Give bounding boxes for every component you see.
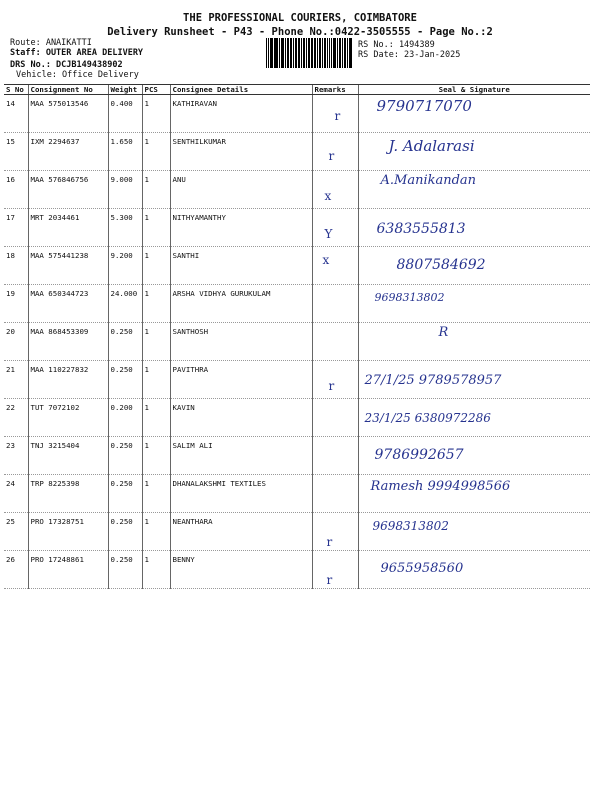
consignee-name: NITHYAMANTHY xyxy=(170,209,312,247)
column-header: PCS xyxy=(142,85,170,95)
table-row xyxy=(4,551,590,589)
handwritten-signature: Ramesh 9994998566 xyxy=(370,479,511,494)
remarks-cell xyxy=(312,209,358,247)
handwritten-signature: 9655958560 xyxy=(380,561,464,576)
consignee-name: DHANALAKSHMI TEXTILES xyxy=(170,475,312,513)
consignee-name: SANTHOSH xyxy=(170,323,312,361)
handwritten-remark: x xyxy=(322,253,330,267)
consignee-name: ANU xyxy=(170,171,312,209)
barcode-bar xyxy=(309,38,310,68)
signature-cell xyxy=(358,475,590,513)
weight-value: 24.000 xyxy=(108,285,142,323)
serial-number: 24 xyxy=(4,475,28,513)
column-header: Consignee Details xyxy=(170,85,312,95)
column-header: Seal & Signature xyxy=(358,85,590,95)
handwritten-remark: r xyxy=(326,573,333,587)
handwritten-signature: 9698313802 xyxy=(374,291,445,304)
signature-cell xyxy=(358,209,590,247)
column-header: Weight xyxy=(108,85,142,95)
consignee-name: KATHIRAVAN xyxy=(170,95,312,133)
signature-cell xyxy=(358,399,590,437)
handwritten-signature: 27/1/25 9789578957 xyxy=(364,373,502,388)
pieces-count: 1 xyxy=(142,171,170,209)
signature-cell xyxy=(358,133,590,171)
weight-value: 1.650 xyxy=(108,133,142,171)
remarks-cell xyxy=(312,247,358,285)
consignment-number: MAA 576846756 xyxy=(28,171,108,209)
serial-number: 17 xyxy=(4,209,28,247)
weight-value: 0.250 xyxy=(108,551,142,589)
pieces-count: 1 xyxy=(142,475,170,513)
serial-number: 23 xyxy=(4,437,28,475)
consignee-name: BENNY xyxy=(170,551,312,589)
handwritten-signature: J. Adalarasi xyxy=(388,137,475,155)
consignment-number: MAA 575013546 xyxy=(28,95,108,133)
drs-number: DRS No.: DCJB149438902 xyxy=(10,60,123,70)
table-row xyxy=(4,95,590,133)
pieces-count: 1 xyxy=(142,285,170,323)
handwritten-remark: Y xyxy=(324,227,333,241)
handwritten-remark: r xyxy=(334,109,341,123)
pieces-count: 1 xyxy=(142,361,170,399)
table-row xyxy=(4,209,590,247)
pieces-count: 1 xyxy=(142,399,170,437)
weight-value: 0.250 xyxy=(108,513,142,551)
handwritten-signature: A.Manikandan xyxy=(380,173,477,188)
handwritten-signature: 6383555813 xyxy=(376,221,466,237)
column-header: S No xyxy=(4,85,28,95)
serial-number: 25 xyxy=(4,513,28,551)
remarks-cell xyxy=(312,475,358,513)
handwritten-remark: r xyxy=(328,149,335,163)
barcode-bar xyxy=(331,38,332,68)
weight-value: 0.400 xyxy=(108,95,142,133)
company-title: THE PROFESSIONAL COURIERS, COIMBATORE xyxy=(183,12,417,24)
handwritten-signature: 9786992657 xyxy=(374,447,464,463)
staff-label: Staff: OUTER AREA DELIVERY xyxy=(10,48,144,58)
serial-number: 20 xyxy=(4,323,28,361)
remarks-cell xyxy=(312,285,358,323)
remarks-cell xyxy=(312,133,358,171)
signature-cell xyxy=(358,247,590,285)
handwritten-remark: r xyxy=(326,535,333,549)
route-label: Route: ANAIKATTI xyxy=(10,38,92,48)
barcode-bar xyxy=(315,38,316,68)
consignee-name: ARSHA VIDHYA GURUKULAM xyxy=(170,285,312,323)
barcode-bar xyxy=(276,38,278,68)
barcode-bar xyxy=(271,38,272,68)
signature-cell xyxy=(358,437,590,475)
pieces-count: 1 xyxy=(142,133,170,171)
table-row xyxy=(4,513,590,551)
remarks-cell xyxy=(312,551,358,589)
serial-number: 15 xyxy=(4,133,28,171)
signature-cell xyxy=(358,285,590,323)
pieces-count: 1 xyxy=(142,95,170,133)
remarks-cell xyxy=(312,399,358,437)
consignment-number: PRO 17248861 xyxy=(28,551,108,589)
pieces-count: 1 xyxy=(142,437,170,475)
barcode-bar xyxy=(347,38,348,68)
consignment-number: MAA 868453309 xyxy=(28,323,108,361)
pieces-count: 1 xyxy=(142,551,170,589)
handwritten-signature: 23/1/25 6380972286 xyxy=(364,411,491,425)
consignment-number: MAA 110227832 xyxy=(28,361,108,399)
handwritten-signature: R xyxy=(438,325,449,340)
weight-value: 5.300 xyxy=(108,209,142,247)
table-row xyxy=(4,133,590,171)
runsheet-table xyxy=(4,84,590,589)
weight-value: 0.250 xyxy=(108,323,142,361)
table-row xyxy=(4,437,590,475)
barcode-bar xyxy=(337,38,338,68)
serial-number: 18 xyxy=(4,247,28,285)
rs-date: RS Date: 23-Jan-2025 xyxy=(358,50,461,60)
vehicle-label: Vehicle: Office Delivery xyxy=(16,70,139,80)
table-header-row xyxy=(4,85,590,95)
serial-number: 16 xyxy=(4,171,28,209)
table-row xyxy=(4,361,590,399)
barcode-bar xyxy=(288,38,289,68)
consignee-name: SANTHI xyxy=(170,247,312,285)
weight-value: 9.000 xyxy=(108,171,142,209)
consignment-number: MRT 2034461 xyxy=(28,209,108,247)
serial-number: 22 xyxy=(4,399,28,437)
signature-cell xyxy=(358,551,590,589)
consignment-number: MAA 650344723 xyxy=(28,285,108,323)
table-row xyxy=(4,285,590,323)
consignment-number: TUT 7072102 xyxy=(28,399,108,437)
consignee-name: SENTHILKUMAR xyxy=(170,133,312,171)
signature-cell xyxy=(358,171,590,209)
barcode-bar xyxy=(304,38,305,68)
remarks-cell xyxy=(312,171,358,209)
table-row xyxy=(4,171,590,209)
table-row xyxy=(4,247,590,285)
barcode-bar xyxy=(342,38,343,68)
barcode-bar xyxy=(293,38,294,68)
remarks-cell xyxy=(312,361,358,399)
weight-value: 0.250 xyxy=(108,475,142,513)
handwritten-signature: 9698313802 xyxy=(372,519,449,533)
consignment-number: IXM 2294637 xyxy=(28,133,108,171)
barcode-bar xyxy=(299,38,300,68)
signature-cell xyxy=(358,361,590,399)
column-header: Remarks xyxy=(312,85,358,95)
remarks-cell xyxy=(312,95,358,133)
serial-number: 14 xyxy=(4,95,28,133)
table-row xyxy=(4,475,590,513)
pieces-count: 1 xyxy=(142,323,170,361)
column-header: Consignment No xyxy=(28,85,108,95)
consignment-number: PRO 17328751 xyxy=(28,513,108,551)
remarks-cell xyxy=(312,437,358,475)
rs-number: RS No.: 1494389 xyxy=(358,40,435,50)
barcode-bar xyxy=(350,38,351,68)
serial-number: 21 xyxy=(4,361,28,399)
serial-number: 19 xyxy=(4,285,28,323)
signature-cell xyxy=(358,95,590,133)
consignee-name: PAVITHRA xyxy=(170,361,312,399)
weight-value: 0.250 xyxy=(108,361,142,399)
pieces-count: 1 xyxy=(142,209,170,247)
remarks-cell xyxy=(312,323,358,361)
consignee-name: KAVIN xyxy=(170,399,312,437)
barcode-bar xyxy=(325,38,326,68)
drs-barcode xyxy=(266,38,352,68)
consignment-number: TRP 8225398 xyxy=(28,475,108,513)
handwritten-remark: x xyxy=(324,189,332,203)
serial-number: 26 xyxy=(4,551,28,589)
pieces-count: 1 xyxy=(142,513,170,551)
table-row xyxy=(4,323,590,361)
handwritten-signature: 8807584692 xyxy=(396,257,486,273)
handwritten-signature: 9790717070 xyxy=(376,97,472,115)
consignment-number: TNJ 3215404 xyxy=(28,437,108,475)
table-row xyxy=(4,399,590,437)
signature-cell xyxy=(358,323,590,361)
weight-value: 9.200 xyxy=(108,247,142,285)
weight-value: 0.250 xyxy=(108,437,142,475)
barcode-bar xyxy=(266,38,267,68)
consignee-name: NEANTHARA xyxy=(170,513,312,551)
signature-cell xyxy=(358,513,590,551)
handwritten-remark: r xyxy=(328,379,335,393)
barcode-bar xyxy=(320,38,321,68)
consignee-name: SALIM ALI xyxy=(170,437,312,475)
runsheet-subtitle: Delivery Runsheet - P43 - Phone No.:0422-3505555 - Page No.:2 xyxy=(107,26,493,38)
barcode-bar xyxy=(282,38,283,68)
pieces-count: 1 xyxy=(142,247,170,285)
remarks-cell xyxy=(312,513,358,551)
weight-value: 0.200 xyxy=(108,399,142,437)
consignment-number: MAA 575441238 xyxy=(28,247,108,285)
